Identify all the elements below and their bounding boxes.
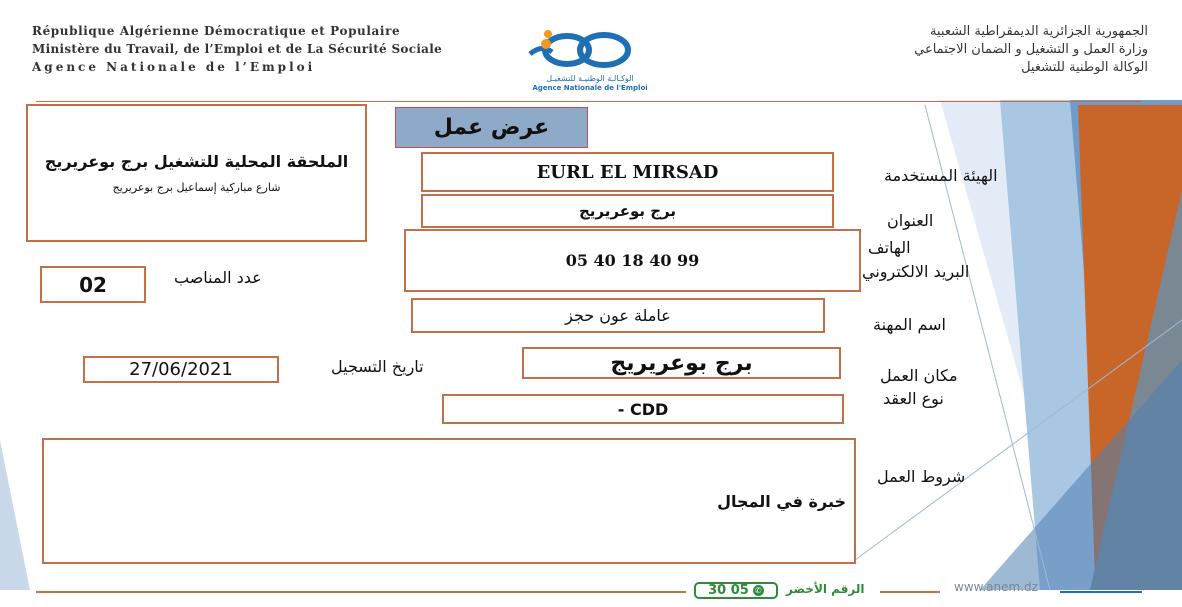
header-divider [36, 101, 1141, 102]
address-label: العنوان [887, 211, 934, 230]
anem-logo [510, 20, 670, 96]
profession-box [411, 298, 825, 333]
header-ar-line1: الجمهورية الجزائرية الديمقراطية الشعبية [930, 24, 1148, 39]
phone-value: 05 40 18 40 99 [565, 251, 700, 270]
phone-box [404, 229, 861, 292]
positions-value: 02 [79, 272, 107, 297]
registration-value: 27/06/2021 [129, 359, 233, 380]
employer-label: الهيئة المستخدمة [884, 166, 998, 185]
footer-line-left [36, 591, 686, 593]
email-label: البريد الالكتروني [862, 262, 970, 281]
conditions-label: شروط العمل [877, 467, 966, 486]
phone-icon: ✆ [753, 585, 764, 596]
registration-box [83, 356, 279, 383]
header-fr-line1: République Algérienne Démocratique et Populaire [32, 24, 401, 38]
agency-address: شارع مباركية إسماعيل برج بوعريريج [112, 181, 281, 194]
registration-label: تاريخ التسجيل [331, 357, 424, 376]
conditions-value: خبرة في المجال [717, 491, 846, 511]
header-fr-line2: Ministère du Travail, de l’Emploi et de La Sécurité Sociale [32, 42, 443, 56]
contract-box [442, 394, 844, 424]
footer-line-mid [880, 591, 940, 593]
offer-title-box [395, 107, 588, 148]
contract-label: نوع العقد [883, 389, 944, 408]
conditions-box [42, 438, 856, 564]
workplace-value: برج بوعريريج [610, 350, 753, 376]
contract-value: - CDD [617, 399, 669, 419]
employer-box [421, 152, 834, 192]
green-number: 30 05 [708, 583, 749, 598]
anem-logo-icon [510, 20, 670, 80]
profession-label: اسم المهنة [873, 315, 946, 334]
address-value: برج بوعريريج [578, 202, 677, 220]
offer-title: عرض عمل [433, 115, 550, 140]
positions-label: عدد المناصب [174, 268, 262, 287]
agency-name: الملحقة المحلية للتشغيل برج بوعريريج [44, 152, 349, 171]
website: www.anem.dz [954, 580, 1038, 594]
logo-french-text: Agence Nationale de l'Emploi [532, 84, 648, 92]
header-ar-line2: وزارة العمل و التشغيل و الضمان الاجتماعي [914, 42, 1148, 57]
header-ar-line3: الوكالة الوطنية للتشغيل [1021, 60, 1148, 75]
header-fr-line3: Agence Nationale de l’Emploi [32, 60, 316, 74]
workplace-box [522, 347, 841, 379]
positions-box [40, 266, 146, 303]
workplace-label: مكان العمل [880, 366, 958, 385]
agency-box [26, 104, 367, 242]
employer-value: EURL EL MIRSAD [536, 161, 719, 183]
green-number-box [694, 582, 778, 599]
address-box [421, 194, 834, 228]
profession-value: عاملة عون حجز [565, 306, 671, 325]
green-label: الرقم الأخضر [786, 582, 865, 596]
footer-line-right [1060, 591, 1142, 593]
logo-arabic-text: الوكـالـة الوطنيـة للتشغيـل [546, 74, 634, 83]
phone-label: الهاتف [868, 238, 911, 257]
